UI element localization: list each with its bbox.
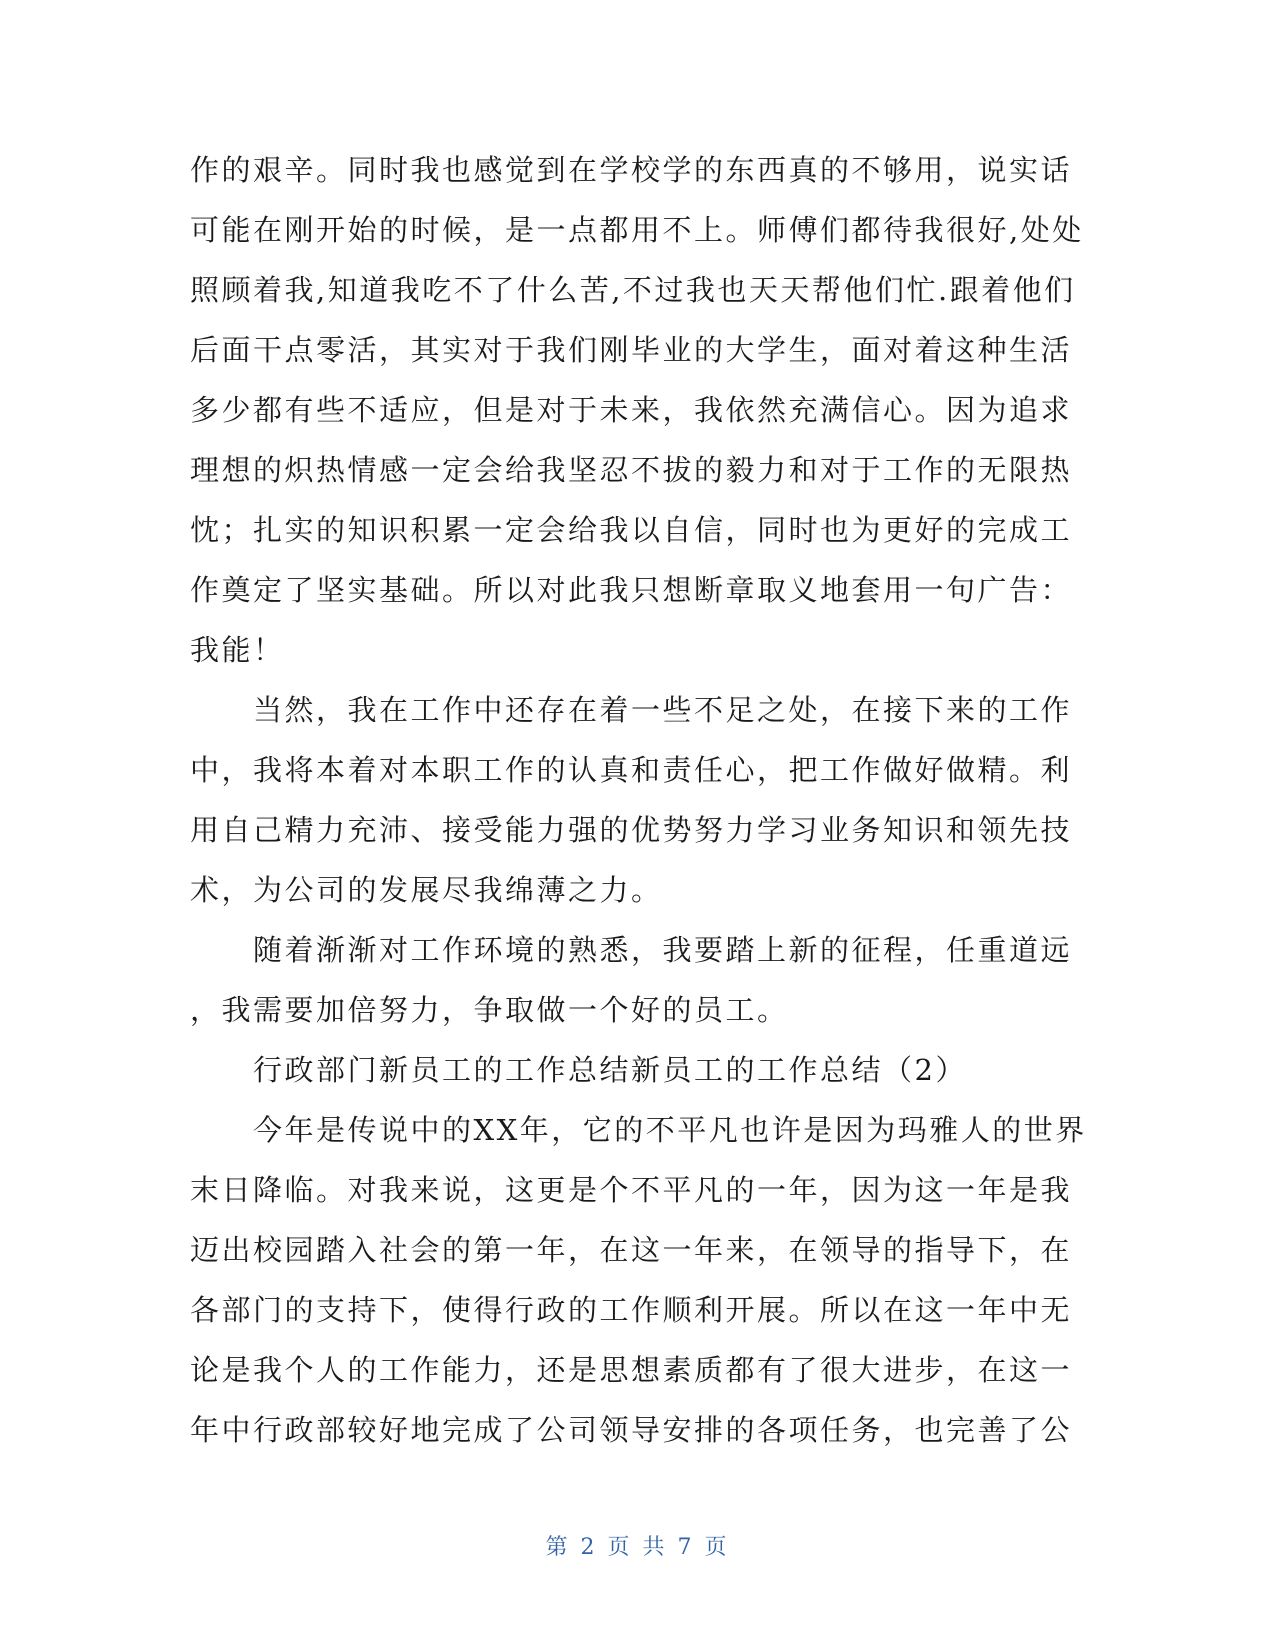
text-line: ，我需要加倍努力，争取做一个好的员工。 [190,993,789,1027]
text-line: 各部门的支持下，使得行政的工作顺利开展。所以在这一年中无 [190,1293,1073,1327]
text-line: 随着渐渐对工作环境的熟悉，我要踏上新的征程，任重道远 [190,933,1073,967]
text-line: 理想的炽热情感一定会给我坚忍不拔的毅力和对于工作的无限热 [190,453,1073,487]
text-line: 中，我将本着对本职工作的认真和责任心，把工作做好做精。利 [190,753,1073,787]
section-heading: 行政部门新员工的工作总结新员工的工作总结（2） [190,1053,967,1087]
text-line: 可能在刚开始的时候，是一点都用不上。师傅们都待我很好,处处 [190,213,1084,247]
text-line: 照顾着我,知道我吃不了什么苦,不过我也天天帮他们忙.跟着他们 [190,273,1076,307]
text-line: 迈出校园踏入社会的第一年，在这一年来，在领导的指导下，在 [190,1233,1073,1267]
text-line: 末日降临。对我来说，这更是个不平凡的一年，因为这一年是我 [190,1173,1073,1207]
text-line: 后面干点零活，其实对于我们刚毕业的大学生，面对着这种生活 [190,333,1073,367]
text-line: 今年是传说中的XX年，它的不平凡也许是因为玛雅人的世界 [190,1113,1087,1147]
text-line: 多少都有些不适应，但是对于未来，我依然充满信心。因为追求 [190,393,1073,427]
text-line: 用自己精力充沛、接受能力强的优势努力学习业务知识和领先技 [190,813,1073,847]
text-line: 年中行政部较好地完成了公司领导安排的各项任务，也完善了公 [190,1413,1073,1447]
text-line: 忱；扎实的知识积累一定会给我以自信，同时也为更好的完成工 [190,513,1073,547]
text-line: 作的艰辛。同时我也感觉到在学校学的东西真的不够用，说实话 [190,153,1073,187]
page-indicator: 第 2 页 共 7 页 [545,1535,730,1560]
text-line: 当然，我在工作中还存在着一些不足之处，在接下来的工作 [190,693,1073,727]
text-line: 论是我个人的工作能力，还是思想素质都有了很大进步，在这一 [190,1353,1073,1387]
document-body [190,140,1087,1460]
text-line: 术，为公司的发展尽我绵薄之力。 [190,873,663,907]
text-line: 作奠定了坚实基础。所以对此我只想断章取义地套用一句广告： [190,573,1073,607]
text-line: 我能！ [190,633,285,667]
